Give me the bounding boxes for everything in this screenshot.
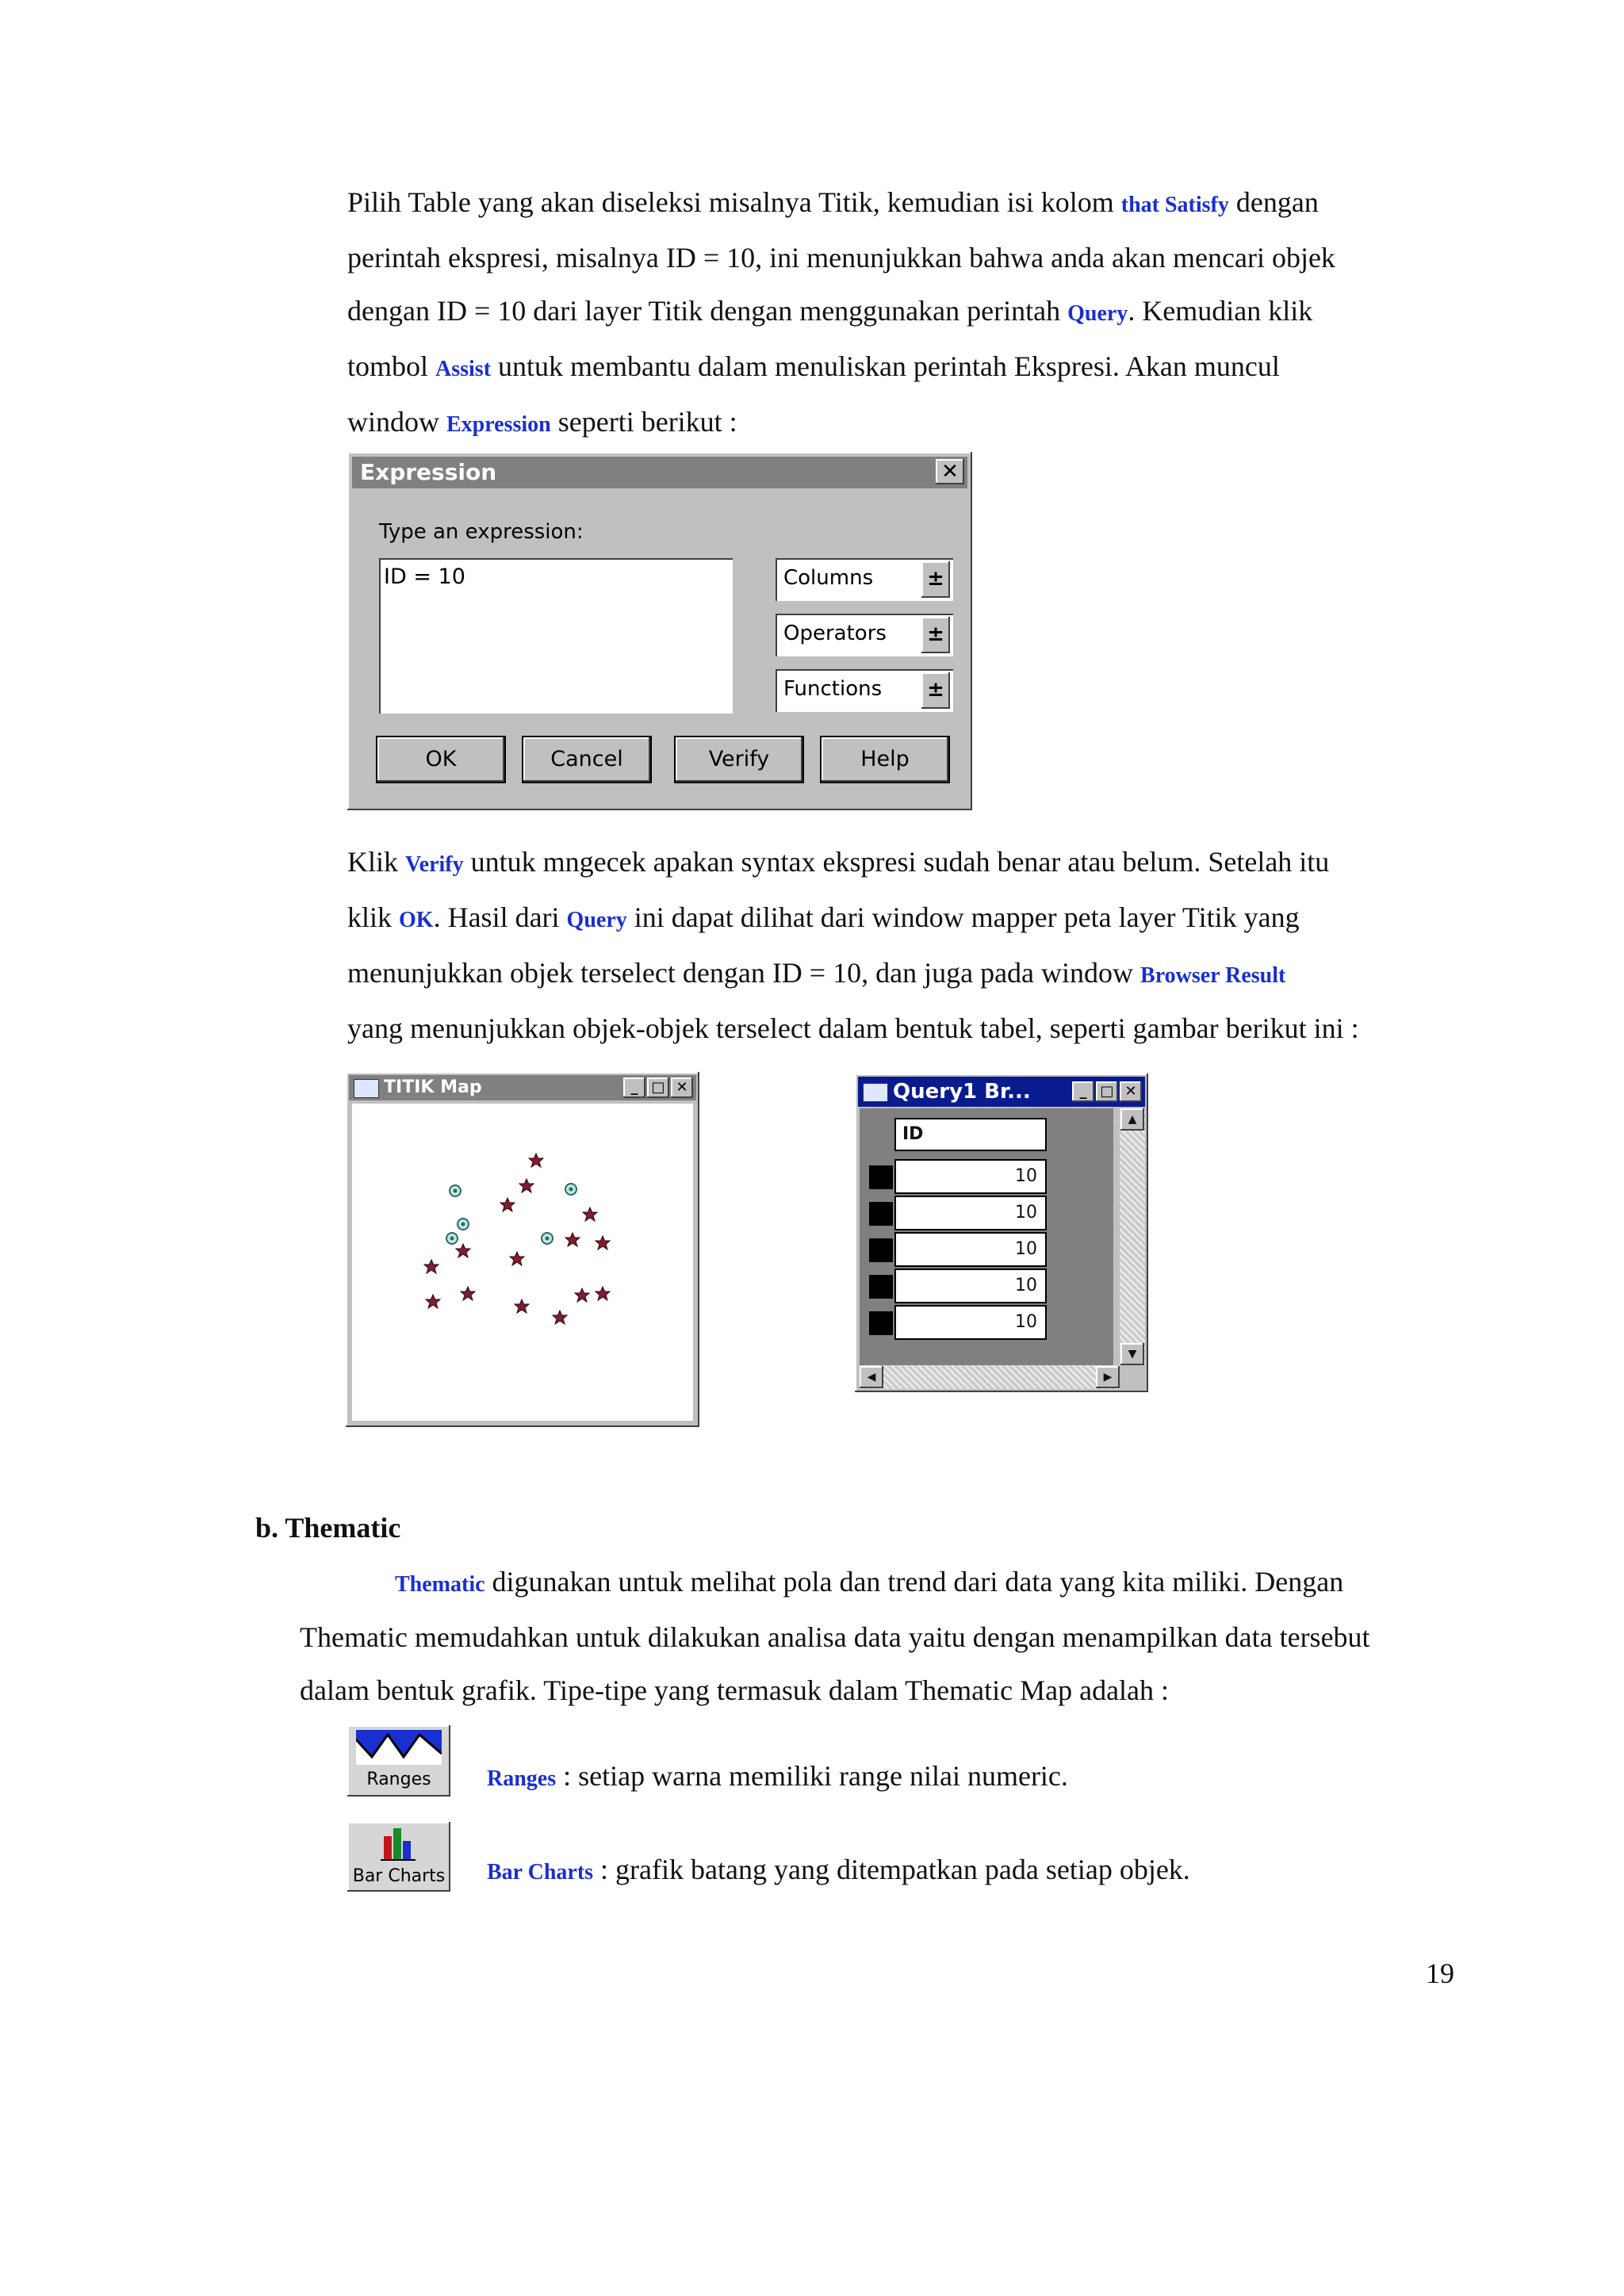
- close-button[interactable]: ✕: [1120, 1081, 1142, 1102]
- paragraph-2: [347, 836, 1442, 1055]
- vertical-scrollbar[interactable]: [1120, 1108, 1145, 1365]
- p1-line-3: dengan ID = 10 dari layer Titik dengan menggunakan perintah Query. Kemudian klik: [347, 295, 1313, 327]
- keyword-query: Query: [1067, 301, 1128, 326]
- map-point-icon: [596, 1287, 610, 1300]
- thematic-line-2: Thematic memudahkan untuk dilakukan analisa data yaitu dengan menampilkan data tersebut: [300, 1621, 1370, 1653]
- maximize-button[interactable]: □: [1096, 1081, 1118, 1102]
- map-point-icon: [583, 1207, 597, 1221]
- close-button[interactable]: ✕: [671, 1077, 693, 1098]
- p2-line-4: yang menunjukkan objek-objek terselect dalam bentuk tabel, seperti gambar berikut ini :: [347, 1012, 1359, 1044]
- scroll-up-icon[interactable]: ▲: [1120, 1108, 1144, 1131]
- minimize-button[interactable]: _: [1072, 1081, 1094, 1102]
- browser-app-icon: [863, 1083, 888, 1102]
- table-cell[interactable]: 10: [894, 1305, 1047, 1340]
- map-point-icon: [456, 1244, 470, 1257]
- thematic-line-1: Thematic digunakan untuk melihat pola dan trend dari data yang kita miliki. Dengan: [395, 1566, 1344, 1598]
- map-point-icon: [461, 1287, 475, 1300]
- map-title-bar: [349, 1075, 696, 1100]
- bar-charts-description: Bar Charts : grafik batang yang ditempatkan pada setiap objek.: [487, 1854, 1190, 1885]
- row-selector[interactable]: [869, 1165, 893, 1189]
- map-point-icon: [596, 1236, 610, 1249]
- columns-dropdown[interactable]: Columns ±: [776, 558, 953, 601]
- table-cell[interactable]: 10: [894, 1269, 1047, 1303]
- map-points: [352, 1104, 693, 1421]
- row-selector[interactable]: [869, 1275, 893, 1299]
- p2-line-2: klik OK. Hasil dari Query ini dapat dilihat dari window mapper peta layer Titik yang: [347, 901, 1300, 933]
- ranges-description: Ranges : setiap warna memiliki range nilai numeric.: [487, 1760, 1068, 1792]
- scroll-down-icon[interactable]: ▼: [1120, 1343, 1144, 1365]
- row-selector[interactable]: [869, 1311, 893, 1335]
- p1-line-2: perintah ekspresi, misalnya ID = 10, ini menunjukkan bahwa anda akan mencari objek: [347, 242, 1335, 274]
- paragraph-1: [347, 176, 1442, 451]
- map-point-icon: [575, 1288, 589, 1302]
- keyword-bar-charts: Bar Charts: [487, 1860, 594, 1885]
- keyword-browser-result: Browser Result: [1140, 963, 1286, 988]
- table-cell[interactable]: 10: [894, 1196, 1047, 1230]
- cancel-button[interactable]: Cancel: [523, 737, 650, 782]
- p1-line-5: window Expression seperti berikut :: [347, 406, 737, 438]
- functions-dropdown[interactable]: Functions ±: [776, 669, 953, 712]
- map-point-icon: [519, 1179, 534, 1192]
- p2-line-3: menunjukkan objek terselect dengan ID = 10, dan juga pada window Browser Result: [347, 957, 1286, 989]
- bar-chart-graphic-icon: [379, 1825, 419, 1862]
- dropdown-arrow-icon: ±: [921, 561, 950, 598]
- p1-line-1: Pilih Table yang akan diseleksi misalnya Titik, kemudian isi kolom that Satisfy dengan: [347, 186, 1319, 218]
- page-number: 19: [1426, 1957, 1454, 1989]
- horizontal-scrollbar[interactable]: [860, 1365, 1120, 1389]
- bar-charts-icon[interactable]: [347, 1822, 450, 1892]
- scroll-right-icon[interactable]: ▶: [1096, 1366, 1120, 1388]
- query-title-bar: [858, 1077, 1145, 1107]
- selected-point-icon: [542, 1233, 553, 1244]
- dropdown-arrow-icon: ±: [921, 617, 950, 653]
- keyword-query: Query: [566, 908, 627, 932]
- map-point-icon: [424, 1260, 439, 1273]
- thematic-line-3: dalam bentuk grafik. Tipe-tipe yang termasuk dalam Thematic Map adalah :: [300, 1674, 1170, 1706]
- selected-point-icon: [450, 1185, 461, 1196]
- map-point-icon: [553, 1311, 567, 1324]
- keyword-ranges: Ranges: [487, 1766, 557, 1791]
- map-point-icon: [510, 1252, 524, 1265]
- selected-point-icon: [565, 1184, 576, 1195]
- dialog-title: Expression: [360, 459, 497, 485]
- thematic-paragraph: [300, 1556, 1457, 1717]
- selected-point-icon: [446, 1233, 458, 1244]
- map-point-icon: [565, 1233, 580, 1246]
- dialog-title-bar: [352, 457, 967, 488]
- map-app-icon: [354, 1079, 379, 1098]
- table-cell[interactable]: 10: [894, 1232, 1047, 1267]
- row-selector[interactable]: [869, 1202, 893, 1226]
- close-button[interactable]: ✕: [936, 459, 964, 484]
- map-window-title: TITIK Map: [384, 1077, 482, 1097]
- expression-label: Type an expression:: [379, 520, 584, 544]
- table-cell[interactable]: 10: [894, 1159, 1047, 1194]
- titik-map-window: [346, 1072, 699, 1427]
- map-point-icon: [500, 1198, 515, 1211]
- help-button[interactable]: Help: [822, 737, 948, 782]
- browser-grid: [860, 1108, 1113, 1365]
- map-point-icon: [515, 1299, 529, 1313]
- p2-line-1: Klik Verify untuk mngecek apakan syntax ekspresi sudah benar atau belum. Setelah itu: [347, 846, 1330, 878]
- query-window-title: Query1 Br...: [893, 1080, 1031, 1104]
- map-canvas[interactable]: [352, 1104, 693, 1421]
- dropdown-arrow-icon: ±: [921, 672, 950, 709]
- minimize-button[interactable]: _: [623, 1077, 645, 1098]
- ranges-icon-label: Ranges: [366, 1770, 431, 1789]
- ranges-graphic-icon: [356, 1730, 442, 1765]
- keyword-that-satisfy: that Satisfy: [1120, 193, 1229, 217]
- section-heading: b. Thematic: [255, 1512, 401, 1544]
- map-point-icon: [529, 1154, 543, 1167]
- operators-dropdown[interactable]: Operators ±: [776, 614, 953, 656]
- p1-line-4: tombol Assist untuk membantu dalam menuliskan perintah Ekspresi. Akan muncul: [347, 350, 1280, 382]
- map-point-icon: [426, 1295, 440, 1308]
- verify-button[interactable]: Verify: [676, 737, 802, 782]
- keyword-ok: OK: [399, 908, 434, 932]
- ranges-icon[interactable]: [347, 1725, 450, 1797]
- keyword-thematic: Thematic: [395, 1572, 485, 1597]
- column-header-id[interactable]: ID: [894, 1118, 1047, 1151]
- selected-point-icon: [458, 1219, 469, 1230]
- bar-charts-icon-label: Bar Charts: [352, 1866, 446, 1886]
- scroll-left-icon[interactable]: ◀: [860, 1366, 883, 1388]
- row-selector[interactable]: [869, 1238, 893, 1262]
- maximize-button[interactable]: □: [647, 1077, 669, 1098]
- query-browser-window: [855, 1073, 1148, 1392]
- keyword-verify: Verify: [405, 852, 464, 877]
- keyword-expression: Expression: [446, 412, 551, 437]
- ok-button[interactable]: OK: [377, 737, 504, 782]
- keyword-assist: Assist: [435, 357, 492, 381]
- expression-input[interactable]: ID = 10: [379, 558, 733, 714]
- expression-dialog: [347, 452, 972, 810]
